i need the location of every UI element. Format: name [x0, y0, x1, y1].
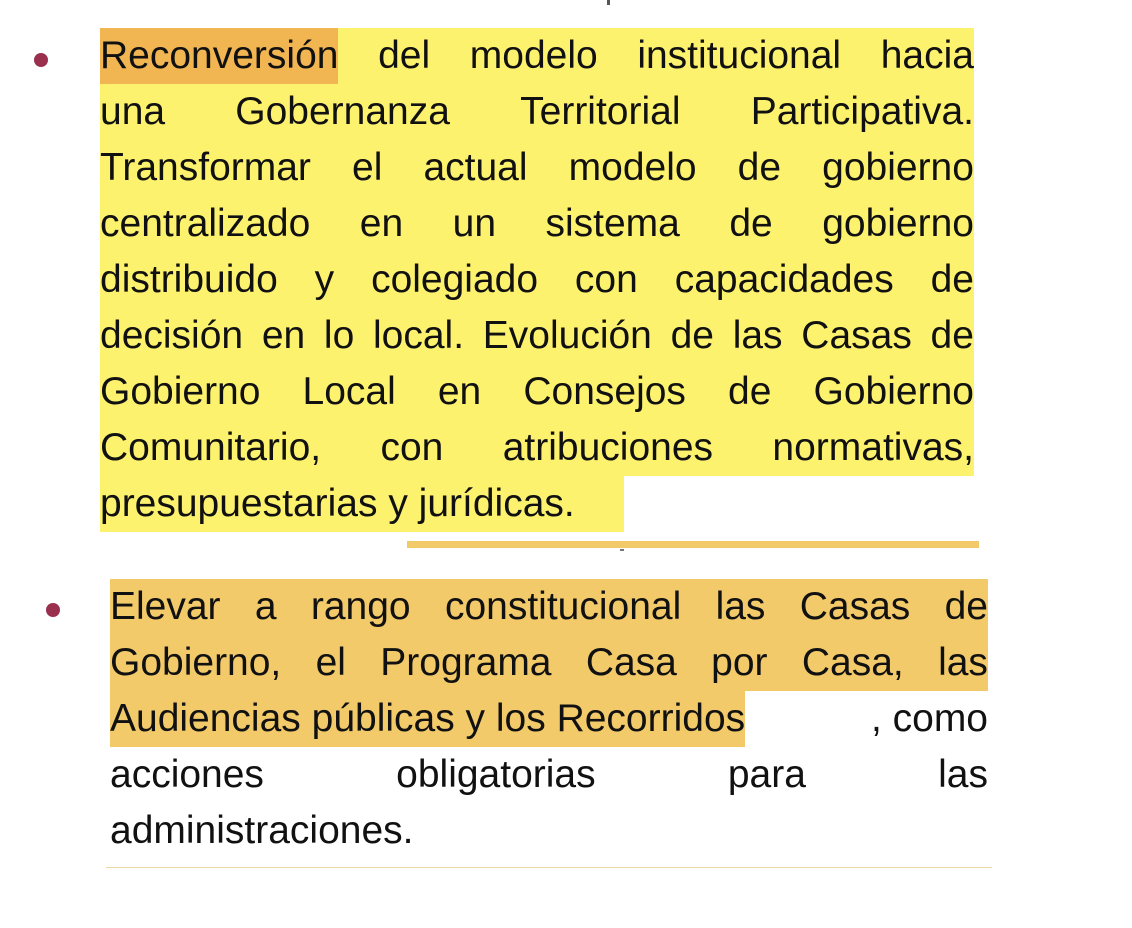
word: con [574, 258, 638, 301]
paragraph-line: administraciones. [110, 809, 414, 852]
word: Gobernanza [235, 90, 450, 133]
word: decisión [100, 314, 244, 357]
paragraph-line [100, 420, 974, 476]
phrase-tail: , como [870, 697, 988, 740]
paragraph-line [110, 691, 988, 747]
word: Casas [801, 314, 912, 357]
word: en [359, 202, 404, 245]
word: modelo [568, 146, 697, 189]
paragraph-line [100, 196, 974, 252]
word: el [352, 146, 383, 189]
word: las [732, 314, 783, 357]
word: gobierno [822, 146, 974, 189]
paragraph-line [110, 579, 988, 635]
paragraph-line [110, 635, 988, 691]
word: las [938, 753, 988, 796]
word: un [452, 202, 497, 245]
word: modelo [469, 34, 598, 77]
word: una [100, 90, 166, 133]
word: constitucional [444, 585, 682, 628]
word: en [437, 370, 482, 413]
paragraph-line [100, 84, 974, 140]
word: las [938, 641, 988, 684]
word: Gobierno [100, 370, 261, 413]
word: de [729, 202, 773, 245]
word: de [930, 314, 974, 357]
bullet-point-icon [46, 603, 60, 617]
word: distribuido [100, 258, 278, 301]
word: Participativa. [750, 90, 974, 133]
word: sistema [545, 202, 680, 245]
word: hacia [880, 34, 974, 77]
word: Reconversión [100, 28, 338, 84]
word: actual [423, 146, 528, 189]
section-divider [106, 867, 992, 868]
word: gobierno [822, 202, 974, 245]
paragraph-line: presupuestarias y jurídicas. [100, 476, 624, 532]
word: las [715, 585, 766, 628]
word: de [670, 314, 714, 357]
word: Programa [380, 641, 552, 684]
word: y [314, 258, 335, 301]
word: institucional [637, 34, 842, 77]
paragraph-line [100, 28, 974, 84]
top-fragment-mark [607, 0, 610, 5]
paragraph-line [100, 308, 974, 364]
word: Elevar [110, 585, 221, 628]
paragraph-line [100, 140, 974, 196]
word: lo [323, 314, 355, 357]
word: Territorial [520, 90, 681, 133]
word: colegiado [371, 258, 539, 301]
word: capacidades [674, 258, 894, 301]
word: normativas, [772, 426, 974, 469]
word: en [261, 314, 306, 357]
word: de [930, 258, 974, 301]
word: con [380, 426, 444, 469]
word: local. [373, 314, 465, 357]
word: Gobierno, [110, 641, 282, 684]
word: a [254, 585, 277, 628]
word: por [711, 641, 768, 684]
word: de [728, 370, 772, 413]
word: Comunitario, [100, 426, 322, 469]
word: Consejos [523, 370, 686, 413]
word: acciones [110, 753, 264, 796]
word: centralizado [100, 202, 311, 245]
word: Casa [585, 641, 677, 684]
word: de [737, 146, 782, 189]
paragraph-line [100, 364, 974, 420]
highlight-underline [407, 541, 979, 548]
word: Gobierno [813, 370, 974, 413]
word: el [315, 641, 346, 684]
paragraph-line [100, 252, 974, 308]
word: de [944, 585, 988, 628]
page-mark [620, 549, 624, 551]
word: Evolución [482, 314, 652, 357]
word: atribuciones [502, 426, 714, 469]
highlighted-phrase: Audiencias públicas y los Recorridos [110, 691, 745, 747]
word: Casas [799, 585, 911, 628]
word: obligatorias [396, 753, 596, 796]
bullet-point-icon [34, 53, 48, 67]
word: Transformar [100, 146, 311, 189]
word: para [727, 753, 806, 796]
word: del [378, 34, 431, 77]
paragraph-line [110, 747, 988, 803]
word: rango [310, 585, 411, 628]
word: Local [302, 370, 396, 413]
word: Casa, [801, 641, 904, 684]
